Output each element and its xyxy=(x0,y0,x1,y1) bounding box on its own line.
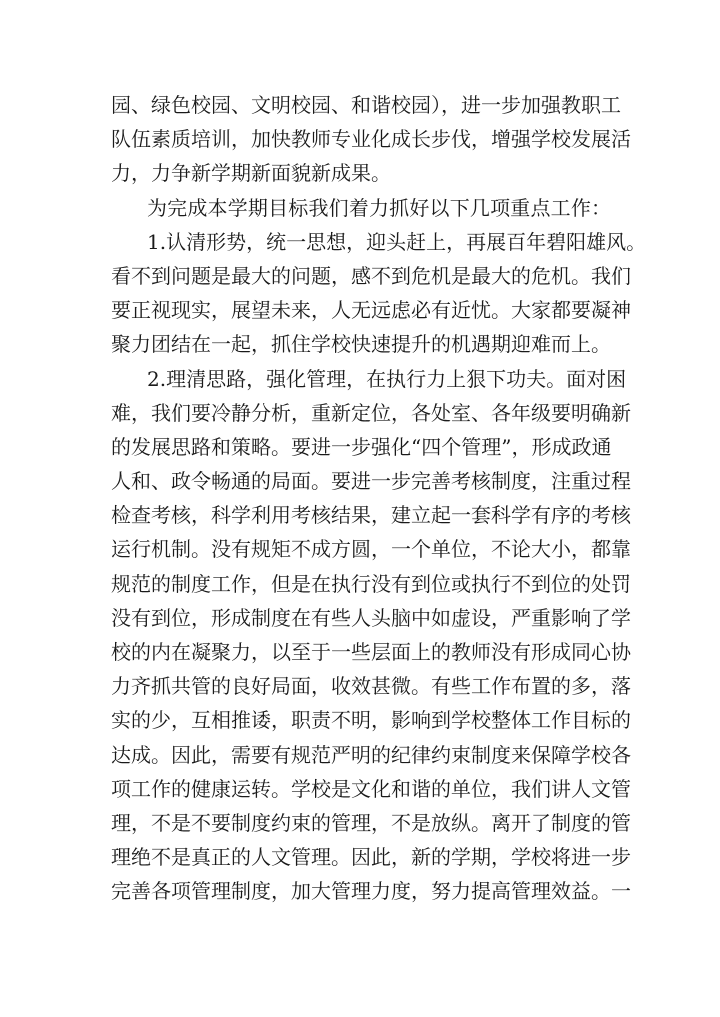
body-text xyxy=(111,88,647,909)
text-line: 难，我们要冷静分析，重新定位，各处室、各年级要明确新 xyxy=(111,400,631,425)
text-line: 理绝不是真正的人文管理。因此，新的学期，学校将进一步 xyxy=(111,845,631,870)
text-line: 为完成本学期目标我们着力抓好以下几项重点工作： xyxy=(147,195,611,220)
text-line: 运行机制。没有规矩不成方圆，一个单位，不论大小，都靠 xyxy=(111,537,631,562)
text-line: 人和、政令畅通的局面。要进一步完善考核制度，注重过程 xyxy=(111,469,631,494)
text-line: 队伍素质培训，加快教师专业化成长步伐，增强学校发展活 xyxy=(111,127,631,152)
text-line: 看不到问题是最大的问题，感不到危机是最大的危机。我们 xyxy=(111,263,631,288)
text-line: 没有到位，形成制度在有些人头脑中如虚设，严重影响了学 xyxy=(111,605,631,630)
text-line: 项工作的健康运转。学校是文化和谐的单位，我们讲人文管 xyxy=(111,776,631,801)
text-line: 完善各项管理制度，加大管理力度，努力提高管理效益。一 xyxy=(111,879,631,904)
text-line: 力，力争新学期新面貌新成果。 xyxy=(111,161,391,186)
text-line: 1.认清形势，统一思想，迎头赶上，再展百年碧阳雄风。 xyxy=(147,229,647,254)
text-line: 校的内在凝聚力，以至于一些层面上的教师没有形成同心协 xyxy=(111,640,631,664)
text-line: 2.理清思路，强化管理，在执行力上狠下功夫。面对困 xyxy=(147,366,627,391)
text-line: 达成。因此，需要有规范严明的纪律约束制度来保障学校各 xyxy=(111,742,631,767)
text-line: 的发展思路和策略。要进一步强化“四个管理”，形成政通 xyxy=(111,434,612,459)
text-line: 检查考核，科学利用考核结果，建立起一套科学有序的考核 xyxy=(111,503,631,528)
text-line: 理，不是不要制度约束的管理，不是放纵。离开了制度的管 xyxy=(111,810,631,835)
text-line: 实的少，互相推诿，职责不明，影响到学校整体工作目标的 xyxy=(111,708,631,733)
text-line: 聚力团结在一起，抓住学校快速提升的机遇期迎难而上。 xyxy=(111,332,611,357)
text-line: 要正视现实，展望未来，人无远虑必有近忧。大家都要凝神 xyxy=(111,298,631,323)
text-line: 力齐抓共管的良好局面，收效甚微。有些工作布置的多，落 xyxy=(111,674,631,699)
text-line: 园、绿色校园、文明校园、和谐校园），进一步加强教职工 xyxy=(111,93,621,117)
text-line: 规范的制度工作，但是在执行没有到位或执行不到位的处罚 xyxy=(111,571,631,596)
